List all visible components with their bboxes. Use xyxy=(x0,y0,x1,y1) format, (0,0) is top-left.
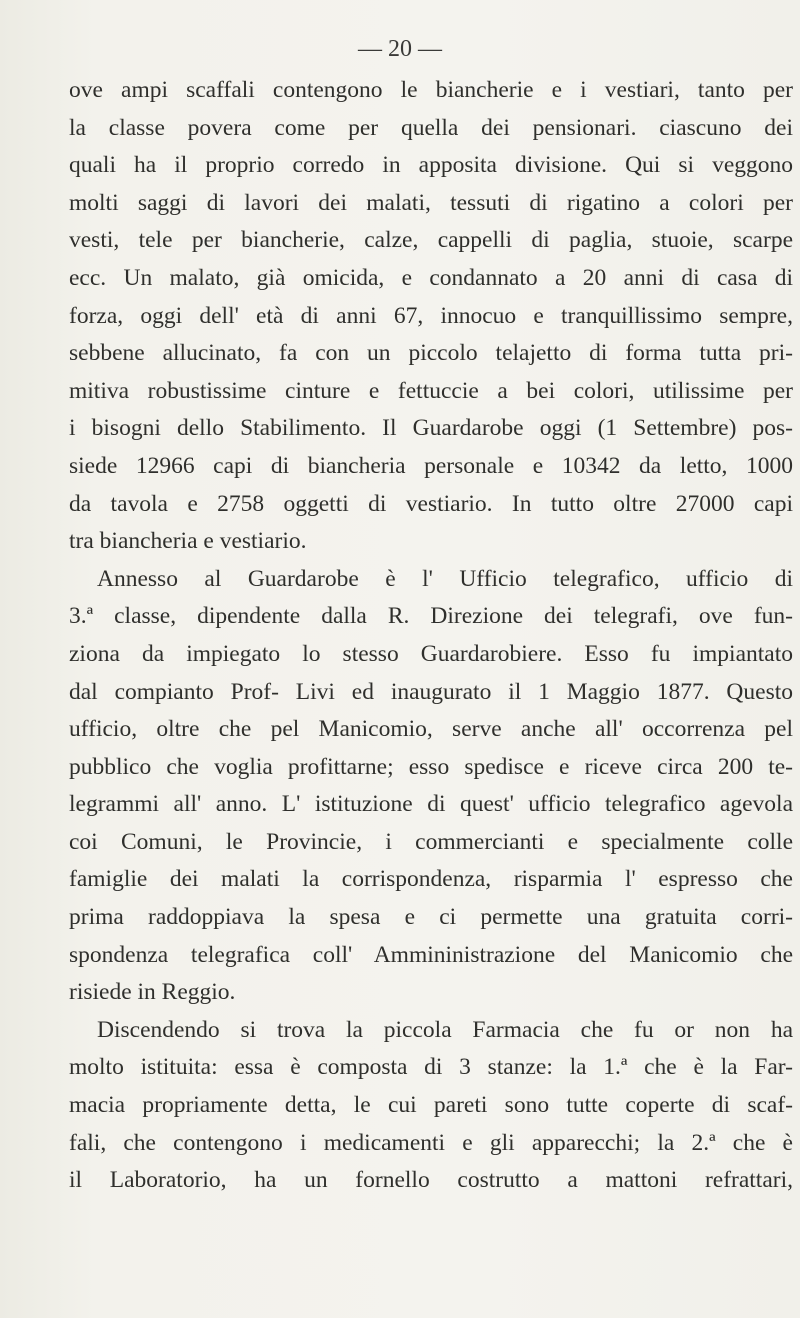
text-line: vesti, tele per biancherie, calze, cappelli di paglia, stuoie, scarpe xyxy=(69,227,793,254)
text-line: prima raddoppiava la spesa e ci permette una gratuita corri- xyxy=(69,904,793,931)
page-body-text xyxy=(69,72,793,1200)
text-line: il Laboratorio, ha un fornello costrutto a mattoni refrattari, xyxy=(69,1167,793,1194)
text-line: quali ha il proprio corredo in apposita divisione. Qui si veggono xyxy=(69,152,793,179)
text-line: sebbene allucinato, fa con un piccolo telajetto di forma tutta pri- xyxy=(69,340,793,367)
text-line: molti saggi di lavori dei malati, tessuti di rigatino a colori per xyxy=(69,189,793,216)
text-line: la classe povera come per quella dei pensionari. ciascuno dei xyxy=(69,114,793,141)
text-line: i bisogni dello Stabilimento. Il Guardarobe oggi (1 Settembre) pos- xyxy=(69,415,793,442)
text-line: famiglie dei malati la corrispondenza, risparmia l' espresso che xyxy=(69,866,793,893)
text-line: coi Comuni, le Provincie, i commercianti e specialmente colle xyxy=(69,828,793,855)
text-line: Annesso al Guardarobe è l' Ufficio telegrafico, ufficio di xyxy=(97,565,793,592)
text-line: macia propriamente detta, le cui pareti sono tutte coperte di scaf- xyxy=(69,1092,793,1119)
text-line: pubblico che voglia profittarne; esso spedisce e riceve circa 200 te- xyxy=(69,753,793,780)
text-line: ufficio, oltre che pel Manicomio, serve anche all' occorrenza pel xyxy=(69,716,793,743)
text-line: spondenza telegrafica coll' Ammininistrazione del Manicomio che xyxy=(69,941,793,968)
text-line: ove ampi scaffali contengono le biancherie e i vestiari, tanto per xyxy=(69,77,793,103)
text-line: 3.ª classe, dipendente dalla R. Direzione dei telegrafi, ove fun- xyxy=(69,603,793,630)
page-number: — 20 — xyxy=(358,36,442,62)
text-line: da tavola e 2758 oggetti di vestiario. In tutto oltre 27000 capi xyxy=(69,490,793,517)
text-line: ziona da impiegato lo stesso Guardarobiere. Esso fu impiantato xyxy=(69,640,793,667)
text-line: legrammi all' anno. L' istituzione di quest' ufficio telegrafico agevola xyxy=(69,791,793,818)
text-line: risiede in Reggio. xyxy=(69,979,236,1006)
text-line: dal compianto Prof- Livi ed inaugurato il 1 Maggio 1877. Questo xyxy=(69,678,793,705)
text-line: siede 12966 capi di biancheria personale e 10342 da letto, 1000 xyxy=(69,452,793,479)
text-line: forza, oggi dell' età di anni 67, innocuo e tranquillissimo sempre, xyxy=(69,302,793,329)
text-line: ecc. Un malato, già omicida, e condannato a 20 anni di casa di xyxy=(69,264,793,291)
text-line: molto istituita: essa è composta di 3 stanze: la 1.ª che è la Far- xyxy=(69,1054,793,1081)
text-line: Discendendo si trova la piccola Farmacia che fu or non ha xyxy=(97,1016,793,1043)
text-line: fali, che contengono i medicamenti e gli apparecchi; la 2.ª che è xyxy=(69,1129,793,1156)
text-line: mitiva robustissime cinture e fettuccie a bei colori, utilissime per xyxy=(69,377,793,404)
text-line: tra biancheria e vestiario. xyxy=(69,528,307,555)
